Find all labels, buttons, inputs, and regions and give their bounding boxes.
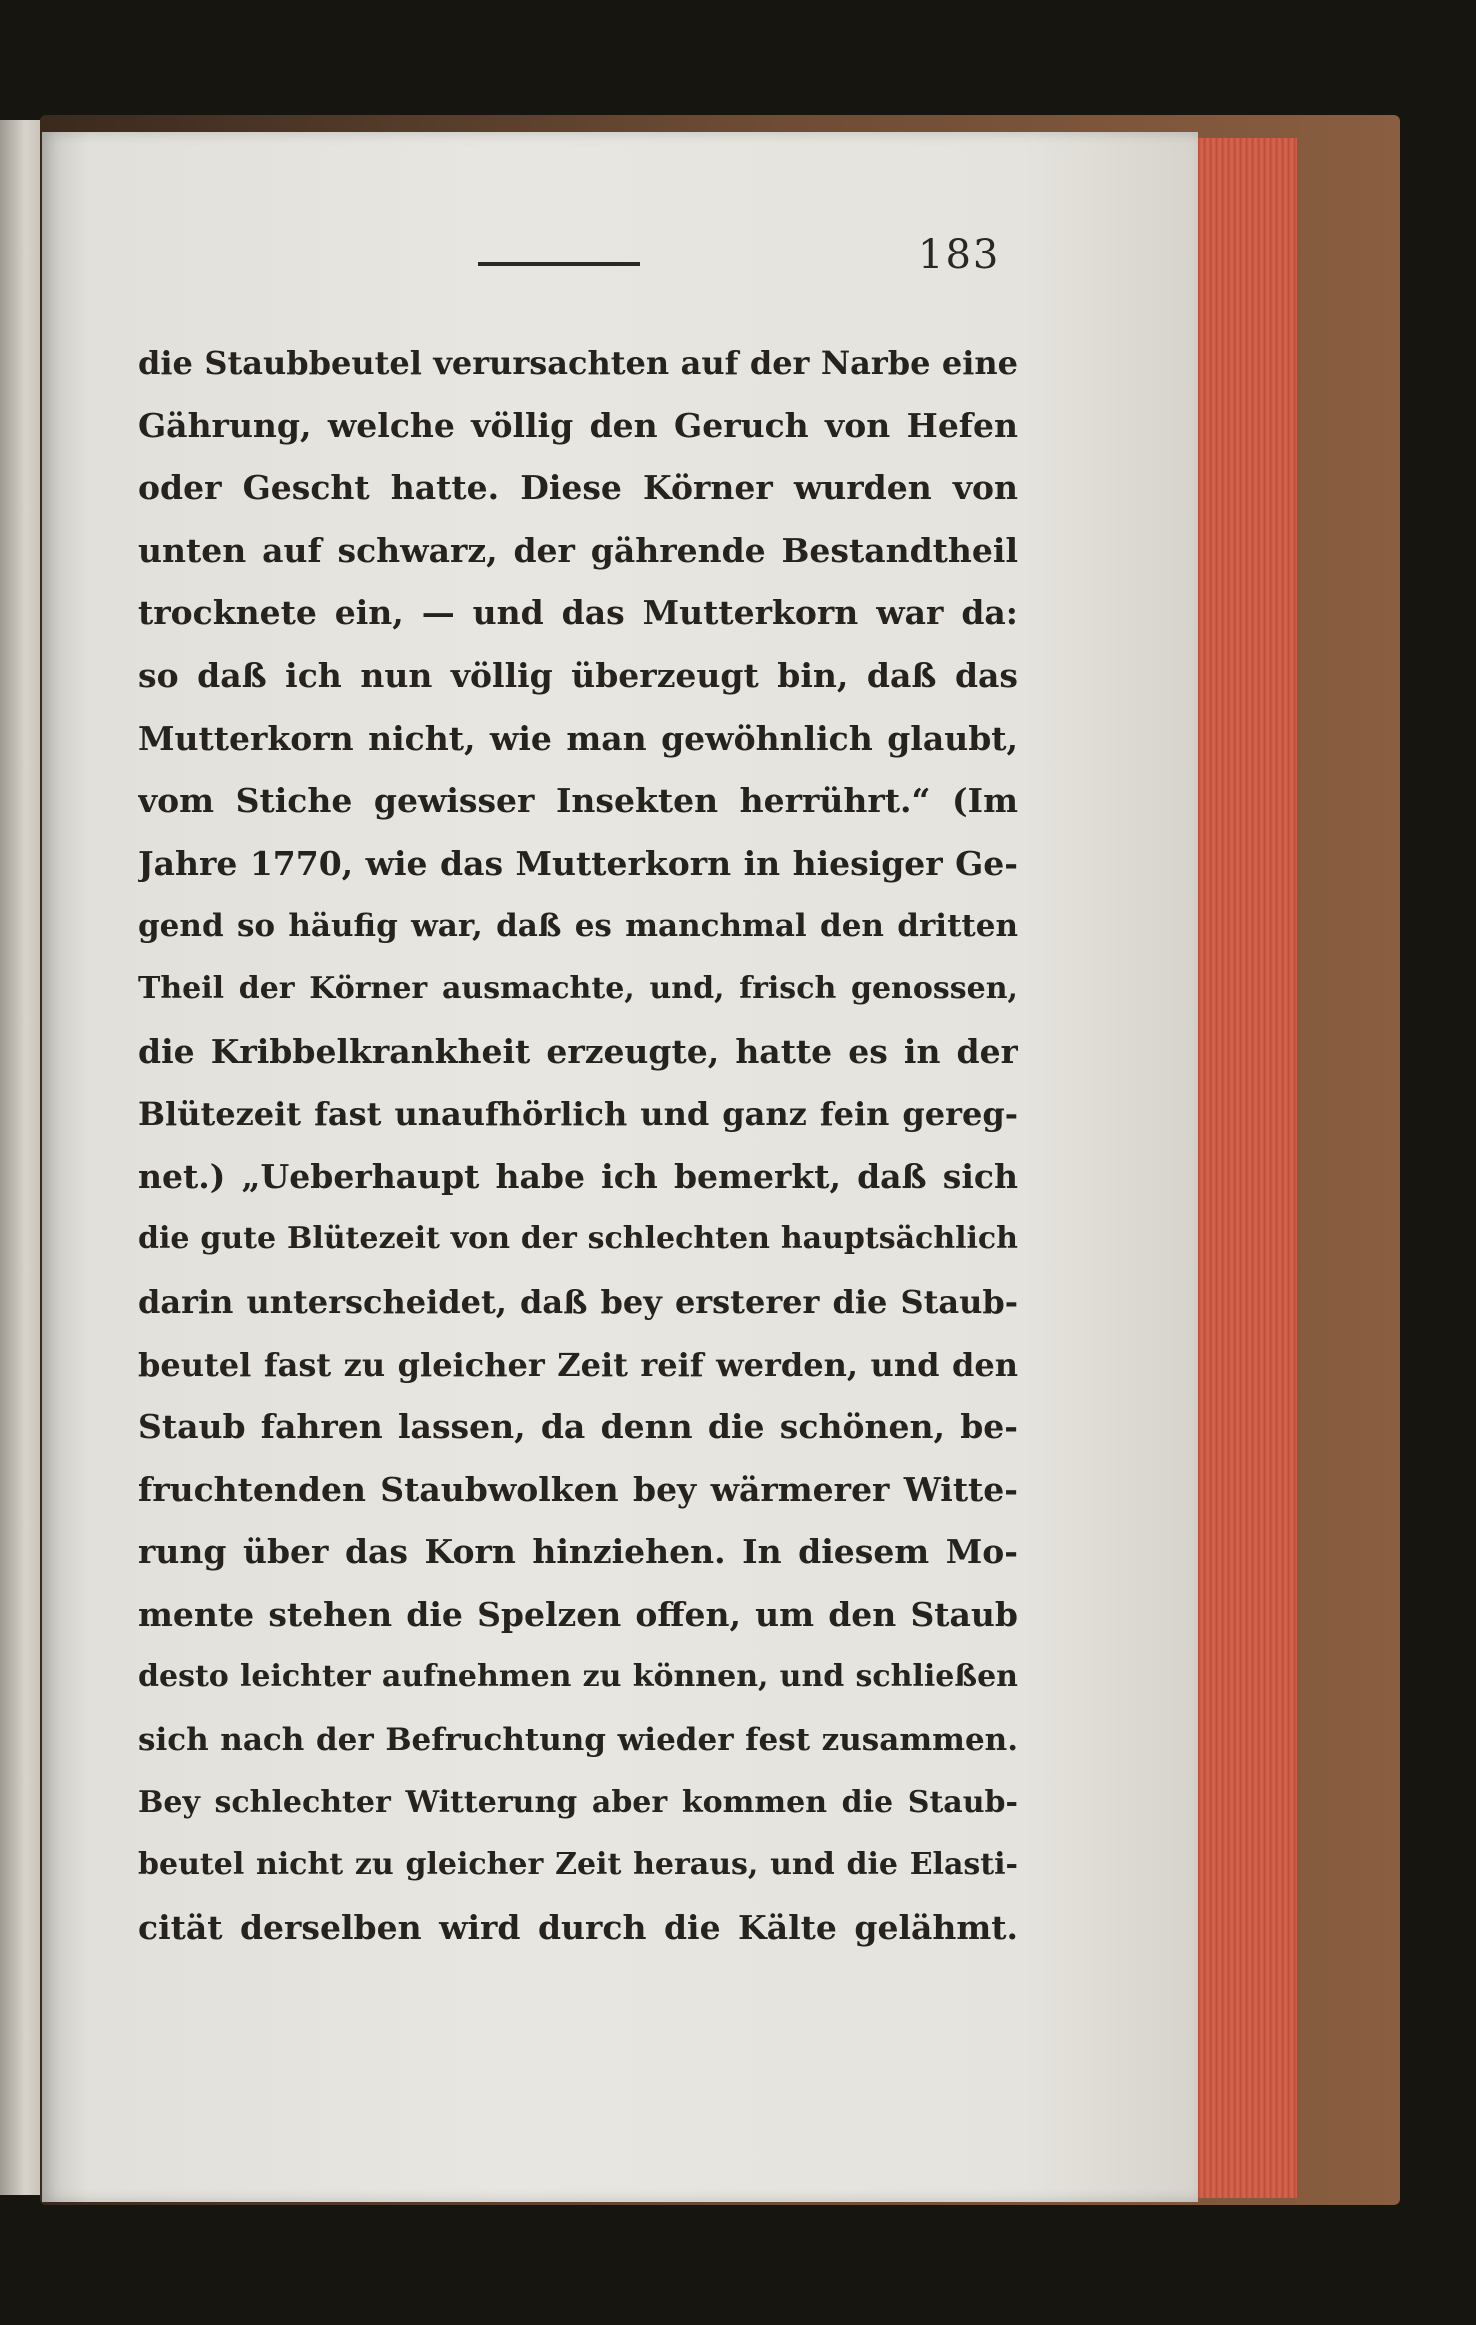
text-line: sich nach der Befruchtung wieder fest zusammen. — [138, 1722, 1018, 1759]
text-line: gend so häufig war, daß es manchmal den dritten — [138, 908, 1018, 945]
text-line: rung über das Korn hinziehen. In diesem Mo- — [138, 1532, 1018, 1572]
text-line: mente stehen die Spelzen offen, um den Staub — [138, 1594, 1018, 1634]
text-line: die Staubbeutel verursachten auf der Narbe eine — [138, 344, 1018, 382]
page-body-text — [138, 332, 1018, 1959]
page-number: 183 — [918, 232, 1001, 278]
text-line: Mutterkorn nicht, wie man gewöhnlich glaubt, — [138, 718, 1018, 758]
text-line: vom Stiche gewisser Insekten herrührt.“ (Im — [138, 781, 1018, 821]
text-line: Staub fahren lassen, da denn die schönen, be- — [138, 1407, 1018, 1447]
text-line: unten auf schwarz, der gährende Bestandtheil — [138, 530, 1018, 570]
text-line: Theil der Körner ausmachte, und, frisch genossen, — [138, 970, 1018, 1006]
text-line: net.) „Ueberhaupt habe ich bemerkt, daß sich — [138, 1156, 1018, 1196]
text-line: cität derselben wird durch die Kälte gelähmt. — [138, 1907, 1018, 1947]
text-line: fruchtenden Staubwolken bey wärmerer Witte- — [138, 1469, 1018, 1509]
text-line: darin unterscheidet, daß bey ersterer die Staub- — [138, 1282, 1018, 1321]
text-line: die gute Blütezeit von der schlechten hauptsächlich — [138, 1221, 1018, 1257]
text-line: desto leichter aufnehmen zu können, und schließen — [138, 1659, 1018, 1695]
text-line: Blütezeit fast unaufhörlich und ganz fein gereg- — [138, 1095, 1018, 1134]
text-line: beutel nicht zu gleicher Zeit heraus, und die Elasti- — [138, 1847, 1018, 1883]
text-line: Jahre 1770, wie das Mutterkorn in hiesiger Ge- — [138, 843, 1018, 883]
text-line: so daß ich nun völlig überzeugt bin, daß das — [138, 655, 1018, 695]
text-line: trocknete ein, — und das Mutterkorn war da: — [138, 593, 1018, 633]
text-line: oder Gescht hatte. Diese Körner wurden von — [138, 468, 1018, 508]
text-line: die Kribbelkrankheit erzeugte, hatte es in der — [138, 1031, 1018, 1071]
text-line: Gährung, welche völlig den Geruch von Hefen — [138, 405, 1018, 445]
text-line: beutel fast zu gleicher Zeit reif werden, und den — [138, 1345, 1018, 1384]
text-line: Bey schlechter Witterung aber kommen die Staub- — [138, 1784, 1018, 1820]
header-rule — [478, 262, 640, 266]
facing-page-edge — [0, 120, 44, 2195]
page-edges-red — [1185, 138, 1297, 2198]
